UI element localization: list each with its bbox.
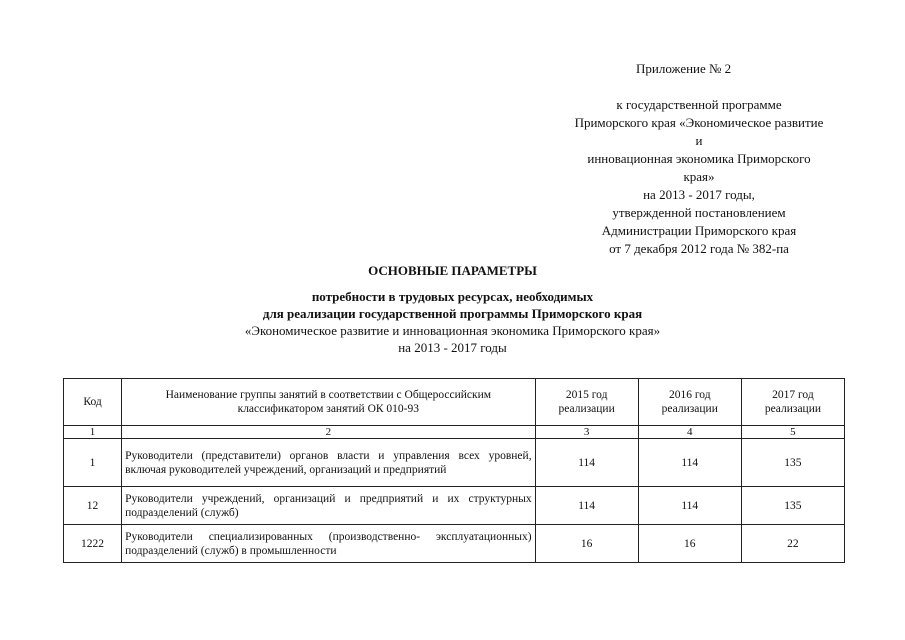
table-row [64,439,845,487]
annex-line: к государственной программе [616,97,782,112]
row-value-2017: 22 [741,525,844,563]
header-2015: 2015 год реализации [535,379,638,426]
annex-line: утвержденной постановлением [612,205,786,220]
table-row [64,487,845,525]
row-value-2017: 135 [741,439,844,487]
annex-line: Приморского края «Экономическое развитие и [574,115,824,148]
subtitle-line: для реализации государственной программы Приморского края [262,306,643,321]
annex-line: на 2013 - 2017 годы, [643,187,755,202]
row-code: 1 [64,439,122,487]
row-code: 1222 [64,525,122,563]
document-subtitle-plain [0,322,905,356]
header-2016: 2016 год реализации [638,379,741,426]
subtitle-line: «Экономическое развитие и инновационная экономика Приморского края» [244,323,661,338]
document-subtitle-bold [0,288,905,322]
column-number: 3 [535,426,638,439]
table-row [64,525,845,563]
row-value-2016: 16 [638,525,741,563]
row-name: Руководители (представители) органов власти и управления всех уровней, включая руководителей учреждений, организаций и предприятий [122,439,536,487]
header-code: Код [64,379,122,426]
column-number: 5 [741,426,844,439]
document-heading [0,262,905,356]
row-name: Руководители учреждений, организаций и предприятий и их структурных подразделений (служб) [122,487,536,525]
row-value-2015: 16 [535,525,638,563]
header-2017: 2017 год реализации [741,379,844,426]
row-value-2015: 114 [535,487,638,525]
column-number-row [64,426,845,439]
header-name: Наименование группы занятий в соответствии с Общероссийским классификатором занятий ОК 010-93 [122,379,536,426]
annex-line: Администрации Приморского края [601,223,797,238]
column-number: 2 [122,426,536,439]
parameters-table [63,378,845,563]
annex-body [574,96,824,258]
subtitle-line: на 2013 - 2017 годы [398,340,507,355]
column-number: 1 [64,426,122,439]
row-value-2016: 114 [638,487,741,525]
document-title: ОСНОВНЫЕ ПАРАМЕТРЫ [368,263,537,278]
table-header-row [64,379,845,426]
column-number: 4 [638,426,741,439]
annex-line: инновационная экономика Приморского края» [587,151,811,184]
row-value-2016: 114 [638,439,741,487]
annex-title: Приложение № 2 [636,61,732,76]
row-value-2015: 114 [535,439,638,487]
row-code: 12 [64,487,122,525]
subtitle-line: потребности в трудовых ресурсах, необходимых [311,289,594,304]
row-value-2017: 135 [741,487,844,525]
annex-line: от 7 декабря 2012 года № 382-па [609,241,789,256]
annex-block [574,60,860,258]
row-name: Руководители специализированных (производственно- эксплуатационных) подразделений (служб) в промышленности [122,525,536,563]
